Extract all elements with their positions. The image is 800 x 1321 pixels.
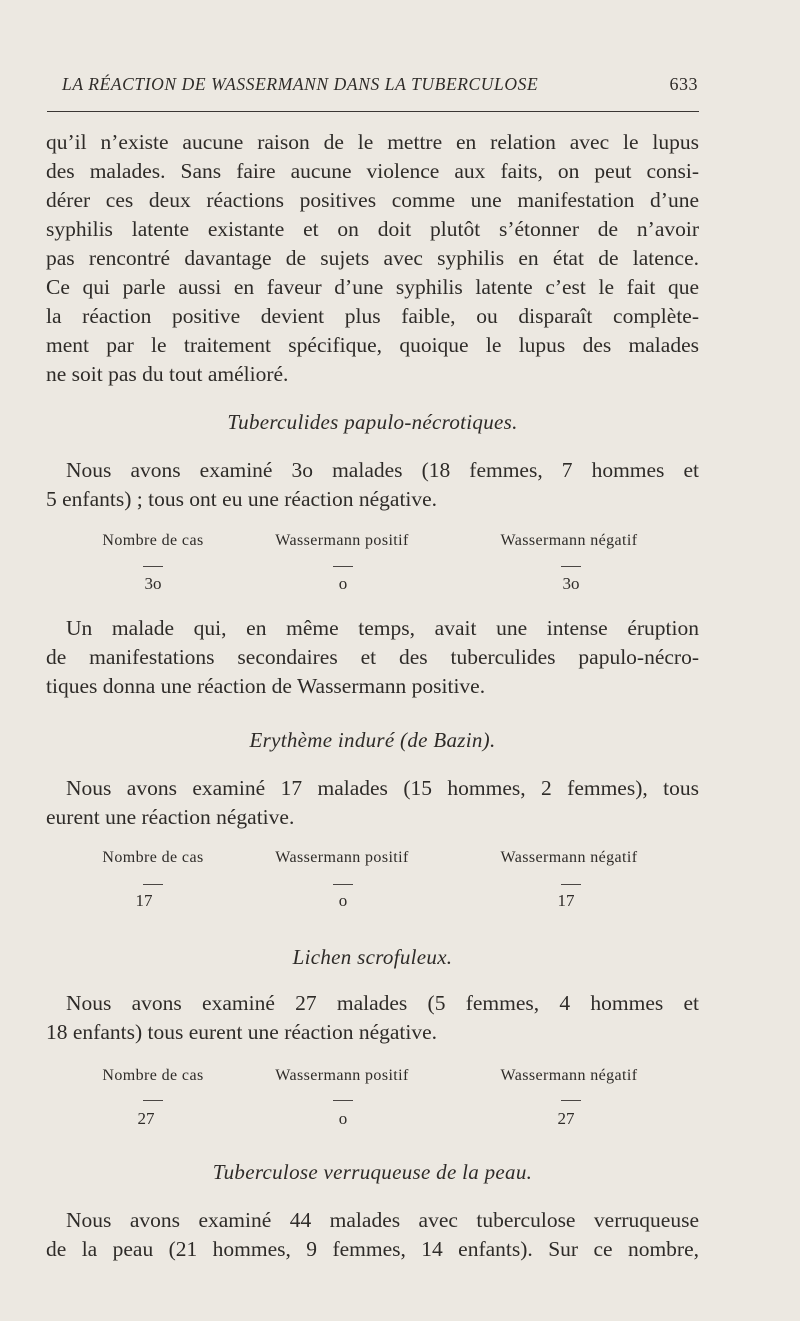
section-heading: Tuberculose verruqueuse de la peau.: [212, 1160, 533, 1184]
results-table: [46, 849, 699, 915]
results-table: [46, 1067, 699, 1133]
table-header-positive: Wassermann positif: [275, 532, 409, 549]
paragraph-line: ne soit pas du tout amélioré.: [46, 362, 289, 386]
header-rule: [47, 111, 699, 112]
section-heading: Erythème induré (de Bazin).: [249, 728, 496, 752]
table-value-cases: 3o: [144, 574, 162, 593]
paragraph-line: eurent une réaction négative.: [46, 805, 295, 829]
section-heading: Tuberculides papulo-nécrotiques.: [227, 410, 518, 434]
table-header-cases: Nombre de cas: [102, 1067, 204, 1084]
paragraph-line: 18 enfants) tous eurent une réaction négative.: [46, 1020, 438, 1044]
running-header: [62, 74, 698, 102]
table-header-positive: Wassermann positif: [275, 1067, 409, 1084]
section-heading: Lichen scrofuleux.: [292, 945, 453, 969]
paragraph-line: syphilis latente existante et on doit plutôt s’étonner de n’avoir: [46, 217, 699, 241]
table-dash: [561, 566, 581, 567]
paragraph-line: 5 enfants) ; tous ont eu une réaction négative.: [46, 487, 438, 511]
table-dash: [143, 884, 163, 885]
table-value-positive: o: [338, 574, 348, 593]
paragraph-line: qu’il n’existe aucune raison de le mettre en relation avec le lupus: [46, 130, 699, 154]
paragraph-line: Nous avons examiné 27 malades (5 femmes, 4 hommes et: [66, 991, 699, 1015]
paragraph-line: pas rencontré davantage de sujets avec syphilis en état de latence.: [46, 246, 699, 270]
table-header-cases: Nombre de cas: [102, 532, 204, 549]
running-title: LA RÉACTION DE WASSERMANN DANS LA TUBERCULOSE: [62, 74, 539, 94]
paragraph-line: Ce qui parle aussi en faveur d’une syphilis latente c’est le fait que: [46, 275, 699, 299]
table-value-negative: 3o: [562, 574, 580, 593]
paragraph-line: dérer ces deux réactions positives comme une manifestation d’une: [46, 188, 699, 212]
paragraph-line: Nous avons examiné 44 malades avec tuberculose verruqueuse: [66, 1208, 699, 1232]
table-dash: [333, 884, 353, 885]
table-header-cases: Nombre de cas: [102, 849, 204, 866]
paragraph-line: la réaction positive devient plus faible, ou disparaît complète-: [46, 304, 699, 328]
table-header-positive: Wassermann positif: [275, 849, 409, 866]
table-header-negative: Wassermann négatif: [500, 1067, 638, 1084]
paragraph-line: Nous avons examiné 3o malades (18 femmes, 7 hommes et: [66, 458, 699, 482]
table-dash: [333, 566, 353, 567]
paragraph-line: tiques donna une réaction de Wassermann positive.: [46, 674, 486, 698]
table-dash: [561, 884, 581, 885]
paragraph-line: Un malade qui, en même temps, avait une intense éruption: [66, 616, 699, 640]
paragraph-line: de la peau (21 hommes, 9 femmes, 14 enfants). Sur ce nombre,: [46, 1237, 699, 1261]
table-value-cases: 27: [137, 1109, 155, 1128]
table-value-positive: o: [338, 1109, 348, 1128]
table-dash: [143, 566, 163, 567]
paragraph-line: des malades. Sans faire aucune violence aux faits, on peut consi-: [46, 159, 699, 183]
page-number: 633: [669, 74, 698, 94]
table-header-negative: Wassermann négatif: [500, 532, 638, 549]
table-value-negative: 27: [557, 1109, 575, 1128]
paragraph-line: Nous avons examiné 17 malades (15 hommes, 2 femmes), tous: [66, 776, 699, 800]
table-dash: [561, 1100, 581, 1101]
table-value-cases: 17: [135, 891, 153, 910]
table-value-positive: o: [338, 891, 348, 910]
table-dash: [143, 1100, 163, 1101]
results-table: [46, 532, 699, 598]
table-value-negative: 17: [557, 891, 575, 910]
paragraph-line: ment par le traitement spécifique, quoique le lupus des malades: [46, 333, 699, 357]
table-header-negative: Wassermann négatif: [500, 849, 638, 866]
paragraph-line: de manifestations secondaires et des tuberculides papulo-nécro-: [46, 645, 699, 669]
table-dash: [333, 1100, 353, 1101]
